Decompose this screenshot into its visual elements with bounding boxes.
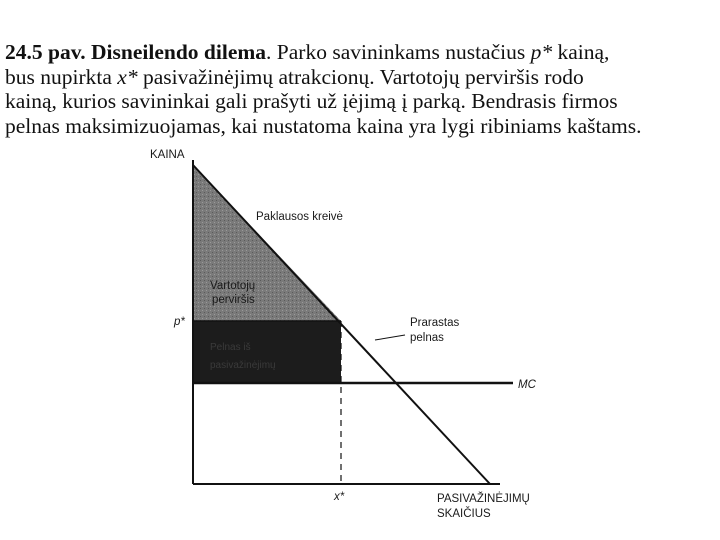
figure-number: 24.5 pav. (5, 40, 86, 64)
x-star-tick-label: x* (334, 491, 345, 503)
caption-x-star: x* (117, 64, 138, 89)
lost-profit-label-line2: pelnas (410, 332, 444, 344)
p-star-tick-label: p* (174, 316, 185, 328)
caption-p-star: p* (530, 40, 553, 64)
lost-profit-pointer (375, 335, 405, 340)
figure-title: Disneilendo dilema (91, 40, 267, 64)
lost-profit-label-line1: Prarastas (410, 317, 460, 329)
mc-label: MC (518, 379, 536, 391)
caption-line1-a: . Parko savininkams nustačius (266, 40, 531, 64)
consumer-surplus-label-line1: Vartotojų (210, 280, 256, 292)
caption-line1-b: kainą, (552, 40, 610, 64)
x-axis-label-line1: PASIVAŽINĖJIMŲ (437, 493, 530, 505)
profit-label-line2: pasivažinėjimų (210, 360, 276, 371)
caption-line2-a: bus nupirkta (5, 64, 118, 89)
profit-label-line1: Pelnas iš (210, 342, 251, 353)
demand-curve-label: Paklausos kreivė (256, 211, 343, 223)
x-axis-label-line2: SKAIČIUS (437, 508, 491, 520)
caption-line3: kainą, kurios savininkai gali prašyti už įėjimą į parką. Bendrasis firmos (5, 89, 618, 113)
caption-line2-b: pasivažinėjimų atrakcionų. Vartotojų perviršis rodo (137, 64, 584, 89)
consumer-surplus-label-line2: perviršis (212, 294, 255, 306)
caption-line4: pelnas maksimizuojamas, kai nustatoma kaina yra lygi ribiniams kaštams. (5, 113, 642, 138)
y-axis-label: KAINA (150, 149, 185, 161)
